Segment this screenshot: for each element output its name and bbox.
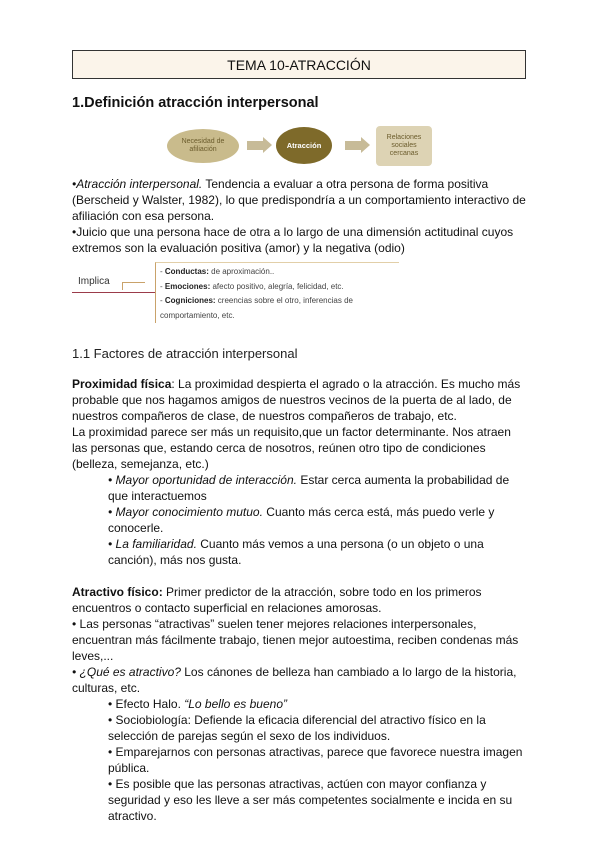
list-item: • Efecto Halo. “Lo bello es bueno” <box>108 697 287 711</box>
list-item: • Emparejarnos con personas atractivas, parece que favorece nuestra imagen pública. <box>108 745 523 775</box>
section-heading: 1.Definición atracción interpersonal <box>72 95 319 111</box>
implica-arrow-icon <box>122 282 145 290</box>
list-item: • Mayor oportunidad de interacción. Estar cerca aumenta la probabilidad de que interactuemos <box>108 473 510 503</box>
diagram-arrow-icon <box>345 141 361 150</box>
diagram-node-relations: Relaciones sociales cercanas <box>376 126 432 166</box>
attractiveness-paragraph-2: • Las personas “atractivas” suelen tener mejores relaciones interpersonales, encuentran más fácilmente trabajo, tienen mejor autoestima, reciben condenas más leves,... <box>72 617 519 663</box>
list-item: • La familiaridad. Cuanto más vemos a una persona (o un objeto o una canción), más nos gusta. <box>108 537 484 567</box>
proximity-paragraph-2: La proximidad parece ser más un requisito,que un factor determinante. Nos atraen las personas que, estando cerca de nosotros, reúnen otro tipo de condiciones (belleza, semejanza, etc.) <box>72 425 511 471</box>
diagram-node-need: Necesidad de afiliación <box>167 129 239 163</box>
proximity-section <box>72 376 528 568</box>
subsection-heading: 1.1 Factores de atracción interpersonal <box>72 346 298 361</box>
definition-paragraph <box>72 176 528 224</box>
implica-item: - Conductas: de aproximación.. <box>160 267 275 276</box>
attractiveness-paragraph-3: • ¿Qué es atractivo? Los cánones de belleza han cambiado a lo largo de la historia, culturas, etc. <box>72 665 517 695</box>
physical-attractiveness-section <box>72 584 528 824</box>
diagram <box>160 124 460 174</box>
implica-box <box>155 262 399 323</box>
list-item: • Es posible que las personas atractivas, actúen con mayor confianza y seguridad y eso les lleve a ser más competentes socialmente e incida en su atractivo. <box>108 777 513 823</box>
diagram-arrow-icon <box>247 141 263 150</box>
term: •Atracción interpersonal. <box>72 177 203 191</box>
text: Tendencia a evaluar a otra persona de forma positiva (Berscheid y Walster, 1982), lo que predispondría a un comportamiento interactivo de afiliación con esa persona. <box>72 177 526 223</box>
implica-item: - Cogniciones: creencias sobre el otro, inferencias de comportamiento, etc. <box>160 296 353 320</box>
implica-block <box>72 262 528 324</box>
list-item: • Mayor conocimiento mutuo. Cuanto más cerca está, más puedo verle y conocerle. <box>108 505 495 535</box>
diagram-arrow-head-icon <box>263 137 272 153</box>
proximity-paragraph: Proximidad física: La proximidad despierta el agrado o la atracción. Es mucho más probable que nos hagamos amigos de nuestros vecinos de la puerta de al lado, de nuestros compañeros de clase, de nuestros compañeros de trabajo, etc. <box>72 377 521 423</box>
document-body <box>72 0 528 844</box>
diagram-node-attraction: Atracción <box>276 127 332 164</box>
implica-label: Implica <box>78 276 110 287</box>
list-item: • Sociobiología: Defiende la eficacia diferencial del atractivo físico en la selección de parejas según el sexo de los individuos. <box>108 713 486 743</box>
judgment-paragraph: •Juicio que una persona hace de otra a lo largo de una dimensión actitudinal cuyos extremos son la evaluación positiva (amor) y la negativa (odio) <box>72 225 514 255</box>
implica-item: - Emociones: afecto positivo, alegría, felicidad, etc. <box>160 281 344 291</box>
attractiveness-paragraph: Atractivo físico: Primer predictor de la atracción, sobre todo en los primeros encuentros o contacto superficial en relaciones amorosas. <box>72 585 482 615</box>
implica-divider <box>72 292 156 293</box>
title-box <box>72 50 526 79</box>
diagram-arrow-head-icon <box>361 137 370 153</box>
page-title: TEMA 10-ATRACCIÓN <box>227 56 371 73</box>
